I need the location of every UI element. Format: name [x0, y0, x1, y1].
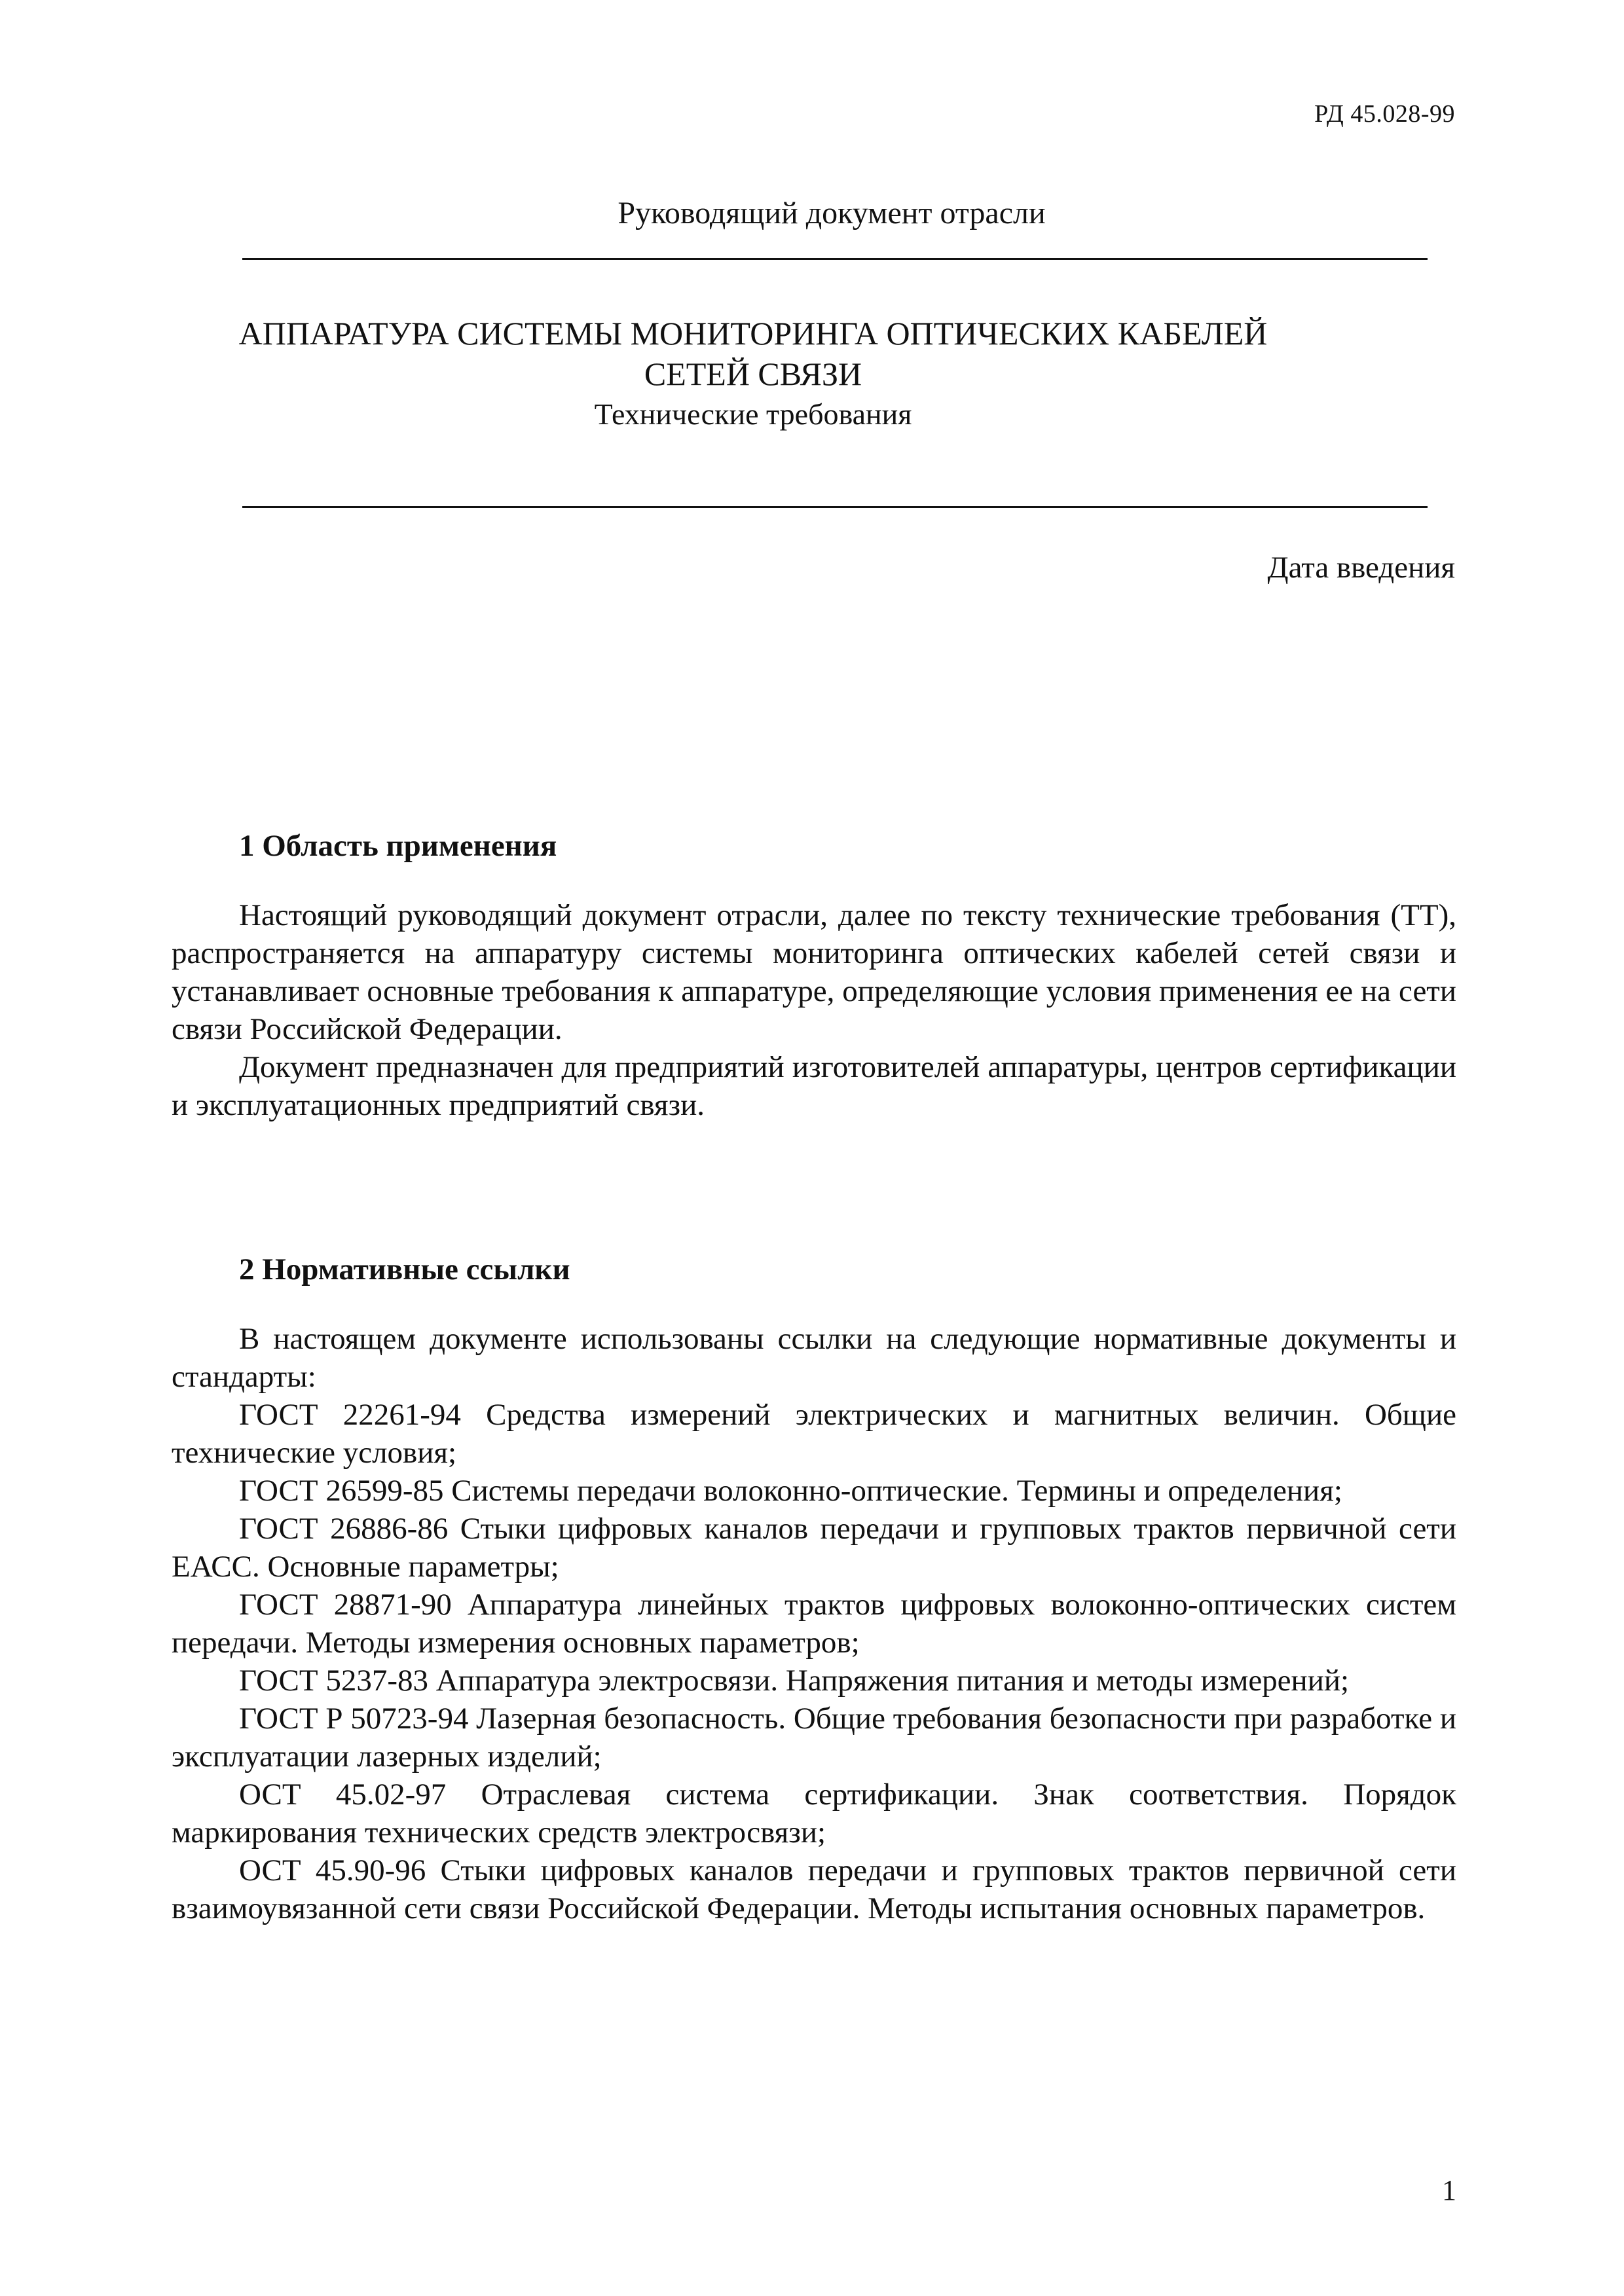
paragraph: В настоящем документе использованы ссылки на следующие нормативные документы и стандарты: [172, 1322, 1456, 1394]
reference-item: ГОСТ Р 50723-94 Лазерная безопасность. Общие требования безопасности при разработке и эксплуатации лазерных изделий; [172, 1702, 1456, 1774]
paragraph: Настоящий руководящий документ отрасли, далее по тексту технические требования (ТТ), распространяется на аппаратуру системы мониторинга оптических кабелей сетей связи и устанавливает основные требования к аппаратуре, определяющие условия применения ее на сети связи Российской Федерации. [172, 898, 1456, 1046]
document-code: РД 45.028-99 [1314, 100, 1455, 128]
reference-item: ГОСТ 22261-94 Средства измерений электрических и магнитных величин. Общие технические условия; [172, 1398, 1456, 1470]
document-title-line-2: СЕТЕЙ СВЯЗИ [644, 355, 862, 392]
section-heading: 2 Нормативные ссылки [239, 1252, 570, 1286]
title-block [190, 313, 1316, 435]
introduction-date-label: Дата введения [1267, 551, 1455, 585]
reference-item: ГОСТ 26599-85 Системы передачи волоконно-оптические. Термины и определения; [239, 1474, 1342, 1508]
reference-item: ГОСТ 5237-83 Аппаратура электросвязи. Напряжения питания и методы измерений; [239, 1664, 1350, 1698]
document-title-line-1: АППАРАТУРА СИСТЕМЫ МОНИТОРИНГА ОПТИЧЕСКИХ КАБЕЛЕЙ [238, 315, 1268, 352]
reference-item: ГОСТ 28871-90 Аппаратура линейных трактов цифровых волоконно-оптических систем передачи. Методы измерения основных параметров; [172, 1588, 1456, 1660]
section-heading: 1 Область применения [239, 829, 557, 863]
reference-item: ГОСТ 26886-86 Стыки цифровых каналов передачи и групповых трактов первичной сети ЕАСС. Основные параметры; [172, 1512, 1456, 1584]
top-divider [242, 258, 1428, 260]
section-normative-references [172, 1252, 1456, 1927]
document-subtitle: Технические требования [594, 397, 912, 431]
reference-item: ОСТ 45.02-97 Отраслевая система сертификации. Знак соответствия. Порядок маркирования технических средств электросвязи; [172, 1777, 1456, 1850]
title-divider [242, 506, 1428, 508]
reference-item: ОСТ 45.90-96 Стыки цифровых каналов передачи и групповых трактов первичной сети взаимоувязанной сети связи Российской Федерации. Методы испытания основных параметров. [172, 1853, 1456, 1925]
page-number: 1 [1442, 2174, 1456, 2206]
paragraph: Документ предназначен для предприятий изготовителей аппаратуры, центров сертификации и эксплуатационных предприятий связи. [172, 1050, 1456, 1122]
document-kind: Руководящий документ отрасли [618, 196, 1046, 230]
section-scope [172, 828, 1456, 1124]
